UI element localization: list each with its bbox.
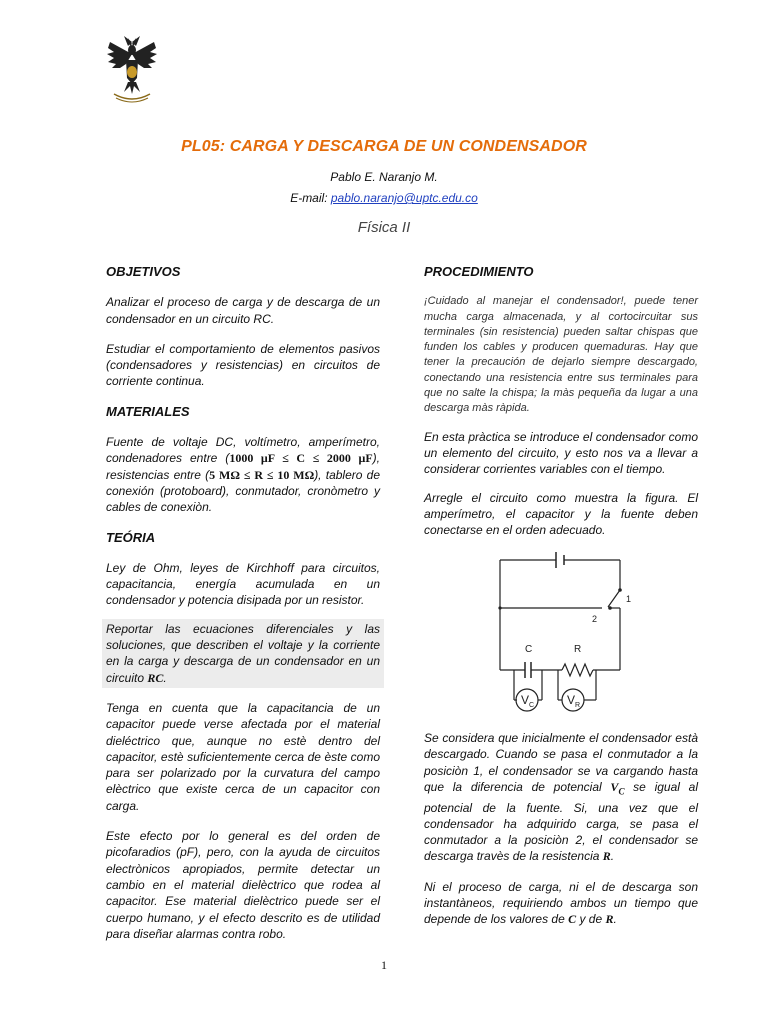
rc-circuit-diagram [490, 540, 640, 720]
vc-symbol-letter: V [610, 779, 619, 794]
author-name: Pablo E. Naranjo M. [330, 170, 438, 184]
objetivos-heading: OBJETIVOS [106, 264, 181, 279]
email-label: E-mail: [290, 191, 331, 205]
teoria-p2-text-b: . [163, 670, 167, 685]
r-symbol: R [602, 849, 611, 864]
teoria-paragraph-1: Ley de Ohm, leyes de Kirchhoff para circuitos, capacitancia, energía acumulada en un condensador y potencia disipada por un resistor. [106, 560, 380, 608]
procedimiento-paragraph-1: En esta pràctica se introduce el condensador como un elemento del circuito, y esto nos va a llevar a considerar corrientes variables con el tiempo. [424, 429, 698, 477]
left-column [106, 264, 380, 942]
r-symbol-2: R [605, 912, 614, 927]
vr-letter: V [567, 693, 576, 707]
page-number: 1 [381, 958, 387, 972]
capacitance-range: 1000 μF ≤ C ≤ 2000 μF [229, 451, 373, 466]
capacitor-label: C [525, 644, 533, 655]
teoria-paragraph-4: Este efecto por lo general es del orden de picofaradios (pF), pero, con la ayuda de circuitos electrònicos apropiados, permite detectar un cambio en el material dielèctrico que rodea al capacitor. Ese material dielèctrico puede ser el cuerpo humano, y el efecto descrito es de utilidad para diseñar alarmas contra robo. [106, 829, 380, 941]
materiales-text-a: Fuente de voltaje DC, voltímetro, amperímetro, condenadores entre ( [106, 435, 380, 466]
objetivos-paragraph-1: Analizar el proceso de carga y de descarga de un condensador en un circuito RC. [106, 295, 380, 326]
vc-subscript: C [529, 702, 535, 709]
voltmeter-vr-label [567, 693, 580, 709]
right-column-lower [424, 730, 698, 928]
teoria-paragraph-3: Tenga en cuenta que la capacitancia de un capacitor puede verse afectada por el material dieléctrico que, aunque no estè dentro del capacitor, estè suficientemente cerca de èste como para ser polarizado por la curvatura del campo elèctrico que existe cerca de un capacitor con carga. [106, 700, 380, 813]
p3-text-b: se igual al potencial de la fuente. Si, una vez que el condensador ha adquirido carga, se pasa el conmutador a la posiciòn 2, el condensador se descarga travès de la resistencia [424, 779, 698, 864]
p4-text-y: y de [576, 912, 606, 927]
switch-position-1: 1 [626, 594, 632, 604]
p4-text-a: Ni el proceso de carga, ni el de descarga son instantàneos, requiriendo ambos un tiempo que depende de los valores de [424, 879, 698, 927]
resistor-label: R [574, 644, 582, 655]
email-link[interactable]: pablo.naranjo@uptc.edu.co [330, 191, 478, 205]
teoria-p2-text-a: Reportar las ecuaciones diferenciales y las soluciones, que describen el voltaje y la corriente en la carga y descarga de un condensador en un circuito [106, 621, 380, 685]
materiales-text-b: ), resistencias entre ( [106, 451, 380, 482]
subject-title: Física II [357, 219, 411, 236]
teoria-shaded-paragraph [102, 619, 384, 688]
p3-text-a: Se considera que inicialmente el condensador està descargado. Cuando se pasa el conmutador a la posiciòn 1, el condensador se va cargando hasta que la diferencia de potencial [424, 731, 698, 794]
rc-symbol: RC [147, 670, 164, 685]
warning-paragraph: ¡Cuidado al manejar el condensador!, puede tener mucha carga almacenada, y al cortocircuitar sus terminales (sin resistencia) pueden saltar chispas que funden los cables y producen quemaduras. Hay que tener la precaución de dejarlo siempre descargado, conectando una resistencia entre sus terminales para que no salte la chispa; la màs pequeña da lugar a una descarga màs ràpida. [424, 295, 698, 415]
objetivos-paragraph-2: Estudiar el comportamiento de elementos pasivos (condensadores y resistencias) en circuitos de corriente continua. [106, 341, 380, 389]
procedimiento-paragraph-3 [424, 730, 698, 865]
switch-position-2: 2 [592, 614, 598, 624]
materiales-paragraph [106, 434, 380, 515]
materiales-heading: MATERIALES [106, 403, 190, 419]
procedimiento-paragraph-4 [424, 879, 698, 928]
vc-letter: V [521, 693, 530, 707]
procedimiento-heading: PROCEDIMIENTO [424, 264, 534, 279]
voltmeter-vc-label [521, 693, 534, 709]
p4-text-end: . [613, 912, 617, 927]
vr-subscript: R [575, 702, 581, 709]
university-eagle-logo-icon [104, 34, 160, 106]
right-column [424, 264, 698, 538]
materiales-text-c: ), tablero de conexión (protoboard), conmutador, cronòmetro y cables de conexiòn. [106, 467, 380, 515]
email-line [0, 191, 768, 205]
resistance-range: 5 MΩ ≤ R ≤ 10 MΩ [209, 467, 315, 482]
vc-symbol-sub: C [618, 786, 625, 797]
p3-text-c: . [610, 849, 615, 864]
teoria-heading: TEÓRIA [106, 529, 156, 545]
c-symbol: C [568, 912, 577, 927]
document-title: PL05: CARGA Y DESCARGA DE UN CONDENSADOR [181, 138, 587, 155]
procedimiento-paragraph-2: Arregle el circuito como muestra la figura. El amperímetro, el capacitor y la fuente deben conectarse en el orden adecuado. [424, 490, 698, 538]
vc-symbol [610, 779, 625, 797]
